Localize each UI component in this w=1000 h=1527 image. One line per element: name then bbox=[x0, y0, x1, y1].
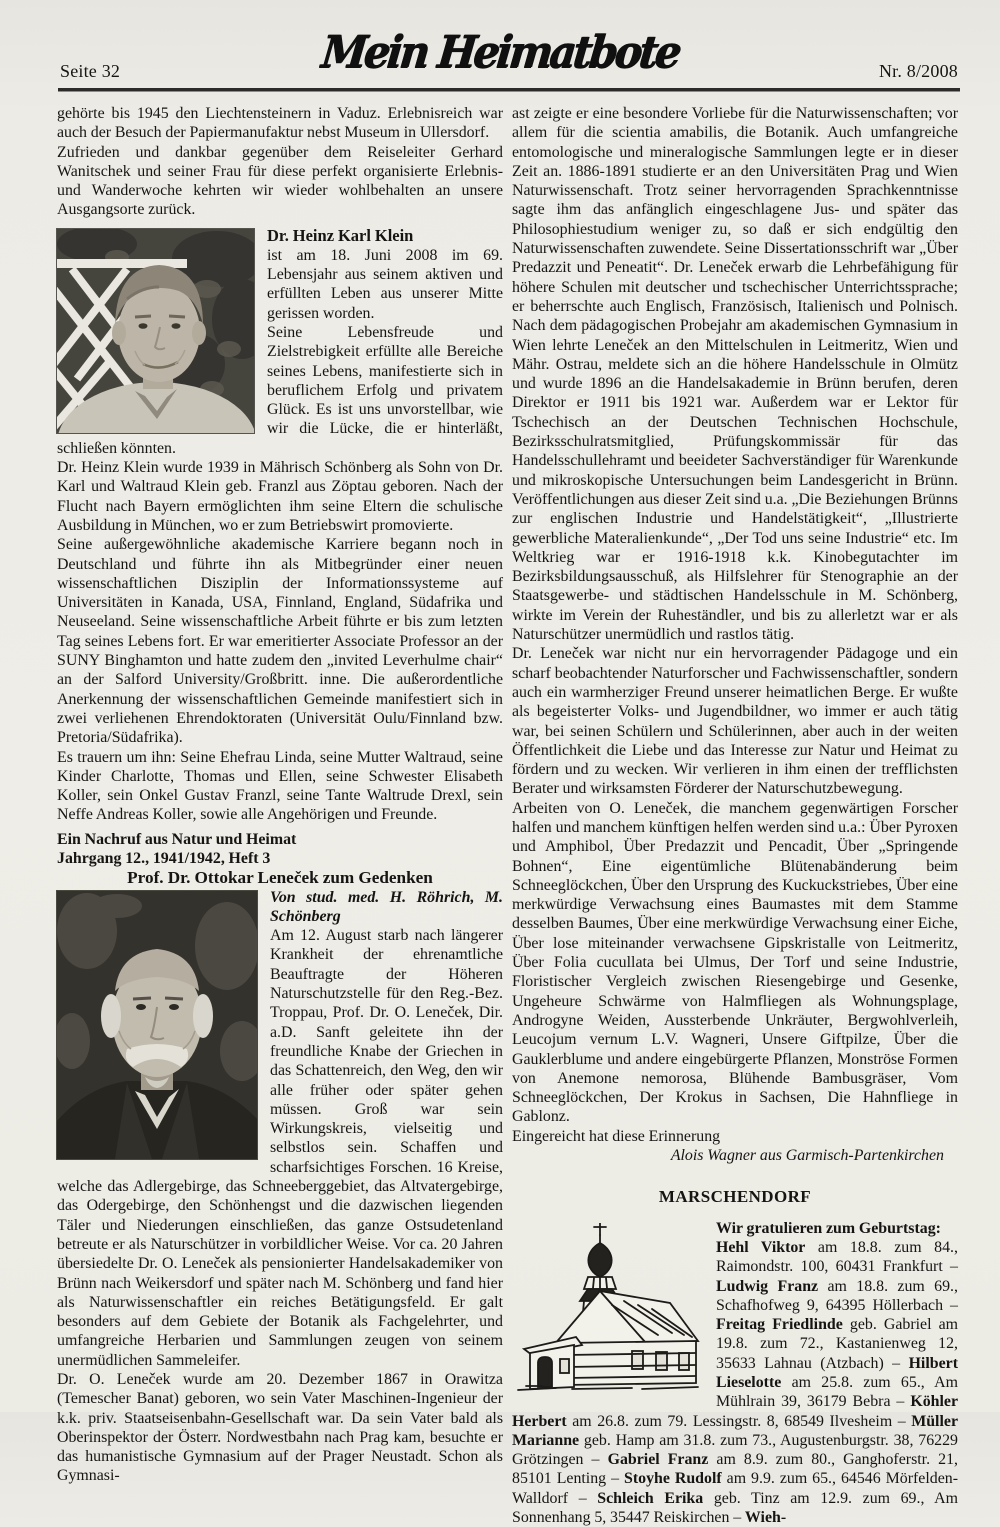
paragraph: Zufrieden und dankbar gegenüber dem Reiseleiter Gerhard Wanitschek und seiner Frau für diese perfekt organisierte Erlebnis- und Wanderwoche kehrten wir wieder wohlbehalten an unsere Ausgangsorte zurück. bbox=[57, 143, 503, 219]
issue-number: Nr. 8/2008 bbox=[878, 61, 958, 81]
nachruf-heading-line1: Ein Nachruf aus Natur und Heimat bbox=[57, 830, 297, 848]
paragraph: Arbeiten von O. Leneček, die manchem gegenwärtigen Forscher halfen und manchem künftigen helfen werden sind u.a.: Über Pyroxen und Amphibol, Über Predazzit und Pencadit, Über „Springende Bohnen“, Eine eigentümliche Blütenabänderung beim Schneeglöckchen, Über den Ursprung des Kuckuckstriebes, Über eine merkwürdige Verwachsung eines Baumastes mit dem Stamme desselben Baumes, Über eine merkwürdige Verwachsung einer Eiche, Über lose miteinander verwachsene Gipskristalle von Leitmeritz, Über Folia cucullata bei Ulmus, Der Torf und seine Industrie, Floristischer Vergleich zwischen Riesengebirge und Gesenke, Ungeheure Schwärme von Halmfliegen als Wohnungsplage, Androgyne Weiden, Aussterbende Unkräuter, Bergwohlverleih, Leucojum vernum L.V. Wagneri, Unsere Giftpilze, Über die Gauklerblume und andere eingebürgerte Pflanzen, Monströse Formen von Anemone nemorosa, Blühende Bambusgräser, Vom Schneeglöckchen, Der Krokus in Sachsen, Die Hahnfliege in Gablonz. bbox=[512, 799, 958, 1126]
nachruf-heading-line3: Prof. Dr. Ottokar Leneček zum Gedenken bbox=[127, 868, 433, 888]
lenecek-portrait-photo bbox=[57, 891, 257, 1159]
obituary-klein bbox=[57, 225, 503, 458]
paragraph: Seine außergewöhnliche akademische Karriere begann noch in Deutschland und führte ihn als Mitbegründer einer neuen wissenschaftlichen Disziplin der Informationssysteme auf Universitäten in Kanada, USA, Finnland, England, Südafrika und Neuseeland. Seine wissenschaftliche Arbeit führte er bis zum letzten Tag seines Lebens fort. Er war emeritierter Associate Professor an der SUNY Binghamton und hatte zudem den „invited Leverhulme chair“ an der Salford University/Großbritt. inne. Die außerordentliche Anerkennung der wissenschaftlichen Gemeinde manifestiert sich in zwei verliehenen Ehrendoktoraten (Universität Oulu/Finnland bzw. Pretoria/Südafrika). bbox=[57, 536, 503, 747]
paragraph: ist am 18. Juni 2008 im 69. Lebensjahr aus seinem aktiven und erfüllten Leben aus unserer Mitte gerissen worden. bbox=[267, 246, 503, 322]
paragraph: ast zeigte er eine besondere Vorliebe für die Naturwissenschaften; vor allem für die scientia amabilis, die Botanik. Auch umfangreiche entomologische und mineralogische Sammlungen legte er in dieser Zeit an. 1886-1891 studierte er an den Universitäten Prag und Wien Naturwissenschaft. Trotz seiner hervorragenden Sprachkenntnisse sagte ihm das anfänglich eingeschlagene Jus- und später das Philosophiestudium weniger zu, so daß er sich endgültig den Naturwissenschaften zuwendete. Seine Dissertationsschrift war „Über Predazzit und Peneatit“. Dr. Leneček erwarb die Lehrbefähigung für höhere Schulen mit deutscher und tschechischer Unterrichtssprache; er beherrschte auch Englisch, Französisch, Italienisch und Polnisch. Nach dem pädagogischen Probejahr am akademischen Gymnasium in Wien lehrte Leneček an den Mittelschulen in Leitmeritz, Wien und Mähr. Ostrau, meldete sich an die höhere Handelsschule in Olmütz und wurde 1896 an die Handelsakademie in Brünn berufen, deren Direktor er 1911 bis 1921 war. Außerdem war er Lektor für Tschechisch an der Deutschen Technischen Hochschule, Bezirksschulratsmitglied, Prüfungskommissär für das Handelsschullehramt und beeideter Sachverständiger für Warenkunde und mikroskopische Untersuchungen beim Landesgericht in Brünn. Veröffentlichungen aus dieser Zeit sind u.a. „Die Beziehungen Brünns zur englischen Industrie und Handelstätigkeit“, „Illustrierte gewerbliche Materalienkunde“, „Der Tod uns seine Industrie“ etc. Im Weltkrieg war er 1916-1918 k.k. Kinobegutachter im Bezirksbildungsausschuß, als Hilfslehrer für Stenographie an der Staatsgewerbe- und städtischen Handelsschule in M. Schönberg, wirkte im Verein der Ruheständler, und bis zu allerletzt war er als Naturschützer unermüdlich und rastlos tätig. bbox=[512, 105, 958, 644]
masthead-logo: Mein Heimatbote bbox=[319, 26, 681, 78]
klein-portrait-photo bbox=[57, 229, 254, 433]
submitted-note: Eingereicht hat diese Erinnerung bbox=[512, 1127, 721, 1145]
church-drawing bbox=[512, 1223, 702, 1391]
church-illustration bbox=[512, 1223, 702, 1391]
page-number: Seite 32 bbox=[60, 61, 121, 81]
paragraph: Dr. Heinz Klein wurde 1939 in Mährisch Schönberg als Sohn von Dr. Karl und Waltraud Klein geb. Franzl aus Zöptau geboren. Nach der Flucht nach Bayern ermöglichten ihm seine Eltern die schulische Ausbildung in München, wo er zum Betriebswirt promovierte. bbox=[57, 459, 503, 534]
two-column-body bbox=[0, 92, 1000, 1527]
paragraph: gehörte bis 1945 den Liechtensteinern in Vaduz. Erlebnisreich war auch der Besuch der Papiermanufaktur nebst Museum in Ullersdorf. bbox=[57, 105, 503, 142]
left-column bbox=[57, 104, 503, 1527]
klein-portrait-illustration bbox=[57, 229, 254, 433]
obituary-heading: Dr. Heinz Karl Klein bbox=[267, 225, 414, 245]
paragraph: Es trauern um ihn: Seine Ehefrau Linda, seine Mutter Waltraud, seine Kinder Charlotte, Thomas und Ellen, seine Schwester Elisabeth Koller, sein Onkel Gustav Franzl, seine Tante Waltrude Drexl, sein Neffe Andreas Koller, sowie alle Angehörigen und Freunde. bbox=[57, 748, 503, 824]
paragraph: Dr. Leneček war nicht nur ein hervorragender Pädagoge und ein scharf beobachtender Naturforscher und Fachwissenschaftler, sondern auch ein warmherziger Freund unserer heimatlichen Berge. Er wußte als begeisterter Volks- und Jugendbildner, wo immer er auch tätig war, bei seinen Schülern und Schülerinnen, aber auch in der weiten Öffentlichkeit die Liebe und das Interesse zur Natur und Heimat zu fördern und zu wecken. Wir verlieren in ihm einen der trefflichsten Berater und wirksamsten Förderer der Naturschutzbewegung. bbox=[512, 645, 958, 798]
paragraph: Seine Lebensfreude und Zielstrebigkeit erfüllte alle Bereiche seines Lebens, manifestierte sich in beruflichem Erfolg und privatem Glück. Es ist uns unvorstellbar, wie wir die Lücke, die er hinterläßt, schließen könnten. bbox=[57, 323, 503, 457]
paragraph: Dr. O. Leneček wurde am 20. Dezember 1867 in Orawitza (Temescher Banat) geboren, wo sein Vater Maschinen-Ingenieur der k.k. priv. Staatseisenbahn-Gesellschaft war. Da sein Vater bald als Oberinspektor der Österr. Nordwestbahn nach Prag kam, besuchte er das humanistische Gymnasium auf der Prager Neustadt. Schon als Gymnasi- bbox=[57, 1371, 503, 1485]
birthday-greeting: Wir gratulieren zum Geburtstag: bbox=[716, 1219, 941, 1237]
birthday-list: Hehl Viktor am 18.8. zum 84., Raimondstr. 100, 60431 Frankfurt – Ludwig Franz am 18.8. zum 69., Schafhofweg 9, 64395 Höllerbach – Freitag Friedlinde geb. Gabriel am 19.8. zum 72., Kastanienweg 12, 35633 Lahnau (Atzbach) – Hilbert Lieselotte am 25.8. zum 65., Am Mühlrain 39, 36179 Bebra – Köhler Herbert am 26.8. zum 79. Lessingstr. 8, 68549 Ilvesheim – Müller Marianne geb. Hamp am 31.8. zum 73., Augustenburgstr. 38, 76229 Grötzingen – Gabriel Franz am 8.9. zum 80., Ganghoferstr. 21, 85101 Lenting – Stoyhe Rudolf am 9.9. zum 65., 64546 Mörfelden-Walldorf – Schleich Erika geb. Tinz am 12.9. zum 69., Am Sonnenhang 5, 35447 Reiskirchen – Wieh- bbox=[512, 1238, 959, 1527]
nachruf-heading-line2: Jahrgang 12., 1941/1942, Heft 3 bbox=[57, 849, 271, 867]
contributor-signature: Alois Wagner aus Garmisch-Partenkirchen bbox=[670, 1147, 944, 1165]
section-marschendorf bbox=[512, 1187, 958, 1527]
memorial-lenecek bbox=[57, 888, 503, 1370]
page-header bbox=[0, 0, 1000, 88]
paragraph: Am 12. August starb nach längerer Krankheit der ehrenamtliche Beauftragte der Höheren Naturschutzstelle für den Reg.-Bez. Troppau, Prof. Dr. O. Leneček, Dir. a.D. Sanft geleitete ihn der freundliche Knabe der Griechen in das Schattenreich, den Weg, den wir alle früher oder später gehen müssen. Groß war sein Wirkungskreis, vielseitig und selbstlos sein. Schaffen und scharfsichtiges Forschen. 16 Kreise, welche das Adlergebirge, das Schneeberggebiet, das Altvatergebirge, das Odergebirge, den Schönhengst und die dazwischen liegenden Täler und Niederungen einschließen, das ganze Ostsudetenland betreute er als Naturschützer in vorbildlicher Weise. Vor ca. 20 Jahren übersiedelte Dr. O. Leneček als pensionierter Handelsakademiker von Brünn nach Weikersdorf und später nach M. Schönberg und fand hier als Naturwissenschaftler ein reiches Betätigungsfeld. Er galt besonders auf dem Gebiete der Botanik als Fachgelehrter, und umfangreiche Herbarien und Sammlungen zeugen von seinem unermüdlichen Sammeleifer. bbox=[57, 927, 503, 1369]
marschendorf-heading: MARSCHENDORF bbox=[658, 1187, 812, 1207]
lenecek-portrait-illustration bbox=[57, 891, 257, 1159]
right-column bbox=[512, 104, 958, 1527]
byline: Von stud. med. H. Röhrich, M. Schönberg bbox=[270, 888, 503, 925]
